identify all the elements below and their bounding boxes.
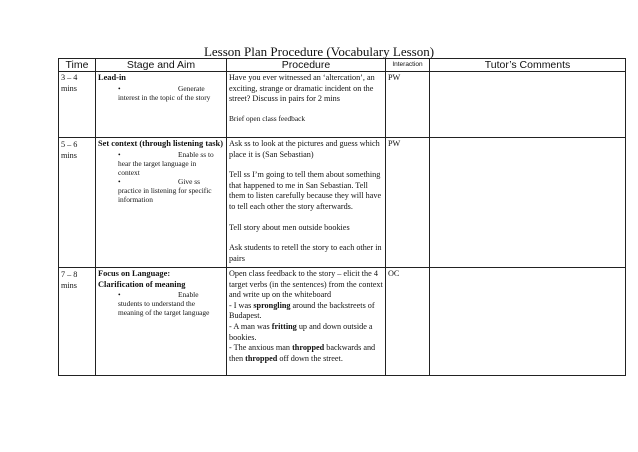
stage-cell xyxy=(96,138,227,268)
header-time: Time xyxy=(59,59,96,72)
procedure-text: Tell story about men outside bookies xyxy=(229,222,350,232)
stage-title: Set context (through listening task) xyxy=(98,139,224,148)
bullet-rest: meaning of the target language xyxy=(118,308,210,317)
bullet-rest: practice in listening for specific xyxy=(118,185,212,195)
bullet-rest: hear the target language in xyxy=(118,158,197,168)
table-row xyxy=(59,138,626,268)
procedure-cell xyxy=(227,268,386,376)
time-value: 3 – 4 xyxy=(61,73,78,82)
bullet-item xyxy=(98,84,224,93)
procedure-text: Ask ss to look at the pictures and guess which place it is (San Sebastian) xyxy=(229,139,380,159)
time-unit: mins xyxy=(61,83,77,93)
bullet-first: Enable ss to xyxy=(178,149,214,159)
sentence-text: - A man was xyxy=(229,321,272,331)
procedure-text: Have you ever witnessed an ‘altercation’, an exciting, strange or dramatic incident on the street? Discuss in pairs for 2 mins xyxy=(229,73,375,104)
time-unit: mins xyxy=(61,150,77,160)
table-row xyxy=(59,72,626,138)
target-sentence xyxy=(229,301,383,322)
stage-title: Lead-in xyxy=(98,73,126,82)
interaction-cell: PW xyxy=(386,138,430,268)
procedure-cell xyxy=(227,138,386,268)
header-procedure: Procedure xyxy=(227,59,386,72)
sentence-text: backwards and then xyxy=(229,343,376,363)
interaction-cell: OC xyxy=(386,268,430,376)
comments-cell xyxy=(430,268,626,376)
sentence-text: off down the street. xyxy=(277,353,343,363)
time-cell xyxy=(59,268,96,376)
bullet-first: Enable xyxy=(178,290,199,299)
target-verb: fritting xyxy=(271,321,297,331)
target-sentence xyxy=(229,322,383,343)
bullet-icon: • xyxy=(118,149,121,159)
sentence-text: around the backstreets of Budapest. xyxy=(229,300,375,321)
sentence-text: - I was xyxy=(229,300,254,310)
interaction-cell: PW xyxy=(386,72,430,138)
target-verb: thropped xyxy=(245,353,278,363)
stage-cell xyxy=(96,72,227,138)
header-interaction: Interaction xyxy=(386,59,430,72)
bullet-rest: interest in the topic of the story xyxy=(118,92,211,102)
time-value: 7 – 8 xyxy=(61,270,78,279)
bullet-rest: information xyxy=(118,194,153,204)
lesson-plan-table xyxy=(58,58,626,376)
stage-title: Focus on Language: xyxy=(98,269,171,278)
target-verb: thropped xyxy=(292,343,325,353)
bullet-icon: • xyxy=(118,290,121,299)
header-row xyxy=(59,59,626,72)
sentence-text: up and down outside a bookies. xyxy=(229,321,373,342)
procedure-text: Tell ss I’m going to tell them about something that happened to me in San Sebastian. Tell them to listen carefully because they will have to tell each other the story afterwards. xyxy=(229,170,382,211)
header-stage: Stage and Aim xyxy=(96,59,227,72)
target-sentence xyxy=(229,343,383,364)
time-value: 5 – 6 xyxy=(61,140,78,149)
header-comments: Tutor’s Comments xyxy=(430,59,626,72)
document-title: Lesson Plan Procedure (Vocabulary Lesson) xyxy=(203,44,435,59)
bullet-first: Generate xyxy=(178,83,205,93)
time-cell xyxy=(59,72,96,138)
bullet-rest: students to understand the xyxy=(118,299,195,308)
comments-cell xyxy=(430,72,626,138)
procedure-text: Brief open class feedback xyxy=(229,113,306,123)
bullet-rest: context xyxy=(118,167,140,177)
bullet-icon: • xyxy=(118,83,121,93)
procedure-cell xyxy=(227,72,386,138)
target-verb: sprongling xyxy=(253,300,291,310)
procedure-text: Ask students to retell the story to each other in pairs xyxy=(229,243,382,263)
stage-cell xyxy=(96,268,227,376)
bullet-icon: • xyxy=(118,176,121,186)
stage-subtitle: Clarification of meaning xyxy=(98,279,186,289)
bullet-item xyxy=(98,290,224,299)
bullet-item xyxy=(98,177,224,186)
sentence-text: - The anxious man xyxy=(229,343,293,353)
bullet-item xyxy=(98,150,224,159)
table-row xyxy=(59,268,626,376)
time-cell xyxy=(59,138,96,268)
procedure-text: Open class feedback to the story – elicit the 4 target verbs (in the sentences) from the context and write up on the whiteboard xyxy=(229,269,383,300)
bullet-first: Give ss xyxy=(178,176,200,186)
comments-cell xyxy=(430,138,626,268)
time-unit: mins xyxy=(61,280,77,290)
